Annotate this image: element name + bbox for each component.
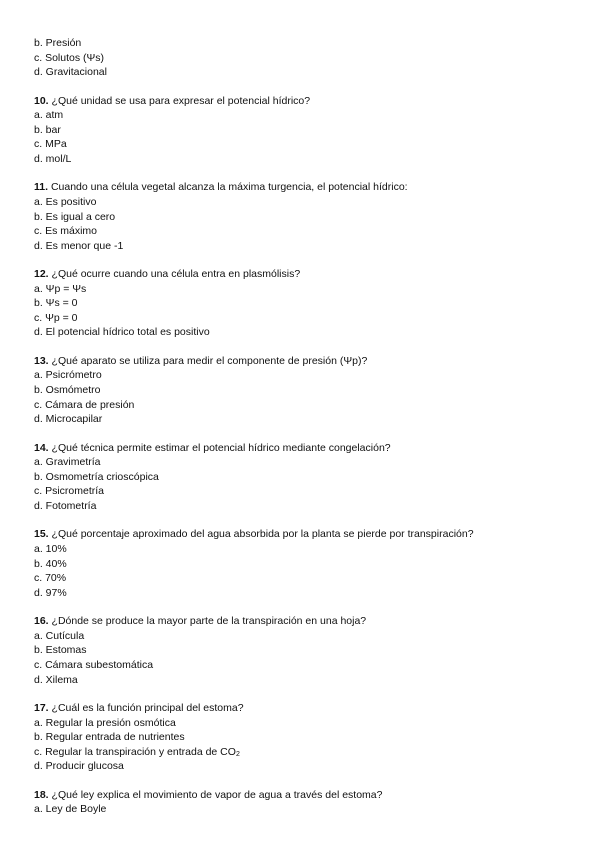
question-number: 14. [34, 441, 49, 454]
question-16 [34, 614, 574, 687]
option-a: a. Gravimetría [34, 456, 101, 469]
question-text [34, 527, 574, 542]
option-b: b. Regular entrada de nutrientes [34, 731, 185, 744]
question-prompt: Cuando una célula vegetal alcanza la máxima turgencia, el potencial hídrico: [50, 181, 408, 194]
option-a: a. Regular la presión osmótica [34, 716, 176, 729]
question-text [34, 788, 574, 803]
option-c [34, 745, 574, 760]
question-13 [34, 354, 574, 427]
question-number: 13. [34, 354, 49, 367]
option-d: d. Producir glucosa [34, 760, 124, 773]
question-prompt: ¿Qué aparato se utiliza para medir el componente de presión (Ψp)? [51, 354, 368, 367]
option-c: c. Es máximo [34, 225, 98, 238]
question-prompt: ¿Qué ocurre cuando una célula entra en plasmólisis? [51, 268, 301, 281]
option-b: b. Osmómetro [34, 384, 101, 397]
question-number: 15. [34, 528, 49, 541]
question-14 [34, 441, 574, 514]
option-c: c. Cámara subestomática [34, 658, 154, 671]
question-17 [34, 701, 574, 774]
option-d: d. Microcapilar [34, 413, 103, 426]
option-b: b. Es igual a cero [34, 210, 116, 223]
option-a: a. Ψp = Ψs [34, 282, 87, 295]
question-text [34, 701, 574, 716]
option-a: a. Ley de Boyle [34, 803, 107, 816]
option-d: d. Xilema [34, 673, 78, 686]
option-d: d. Es menor que -1 [34, 239, 124, 252]
question-number: 17. [34, 701, 49, 714]
question-18 [34, 788, 574, 817]
option-c: c. Cámara de presión [34, 398, 135, 411]
question-11 [34, 180, 574, 253]
question-number: 18. [34, 788, 49, 801]
question-prompt: ¿Qué porcentaje aproximado del agua absorbida por la planta se pierde por transpiración? [51, 528, 474, 541]
question-text [34, 267, 574, 282]
option-c-subscript: 2 [235, 750, 240, 758]
question-text [34, 354, 574, 369]
question-prompt: ¿Qué unidad se usa para expresar el potencial hídrico? [51, 94, 311, 107]
option-c: c. Psicrometría [34, 485, 105, 498]
option-c: c. MPa [34, 138, 67, 151]
question-number: 10. [34, 94, 49, 107]
option-c: c. Solutos (Ψs) [34, 51, 105, 64]
question-text [34, 614, 574, 629]
question-9-options-continued [34, 36, 574, 80]
option-d: d. Fotometría [34, 500, 97, 513]
option-a: a. Psicrómetro [34, 369, 102, 382]
option-c: c. Ψp = 0 [34, 311, 78, 324]
question-text [34, 180, 574, 195]
option-a: a. 10% [34, 543, 67, 555]
option-c-text: c. Regular la transpiración y entrada de CO [34, 745, 236, 758]
option-b: b. bar [34, 123, 61, 136]
option-a: a. atm [34, 109, 64, 122]
option-b: b. 40% [34, 557, 67, 570]
question-prompt: ¿Qué ley explica el movimiento de vapor de agua a través del estoma? [51, 788, 383, 801]
question-number: 16. [34, 615, 49, 628]
option-d: d. El potencial hídrico total es positivo [34, 326, 210, 339]
question-number: 11. [34, 181, 49, 194]
question-prompt: ¿Cuál es la función principal del estoma? [51, 701, 244, 714]
question-12 [34, 267, 574, 340]
option-c: c. 70% [34, 572, 67, 585]
option-d: d. Gravitacional [34, 66, 107, 79]
question-text [34, 94, 574, 109]
option-b: b. Osmometría crioscópica [34, 470, 159, 483]
option-b: b. Estomas [34, 644, 87, 657]
option-b: b. Ψs = 0 [34, 297, 78, 310]
option-a: a. Es positivo [34, 195, 97, 208]
question-text [34, 441, 574, 456]
option-b: b. Presión [34, 37, 82, 49]
quiz-content [34, 36, 574, 817]
option-d: d. mol/L [34, 152, 72, 165]
question-prompt: ¿Dónde se produce la mayor parte de la transpiración en una hoja? [51, 615, 367, 628]
option-a: a. Cutícula [34, 629, 85, 642]
question-10 [34, 94, 574, 167]
option-d: d. 97% [34, 586, 67, 599]
question-15 [34, 527, 574, 600]
question-number: 12. [34, 268, 49, 281]
question-prompt: ¿Qué técnica permite estimar el potencial hídrico mediante congelación? [51, 441, 391, 454]
